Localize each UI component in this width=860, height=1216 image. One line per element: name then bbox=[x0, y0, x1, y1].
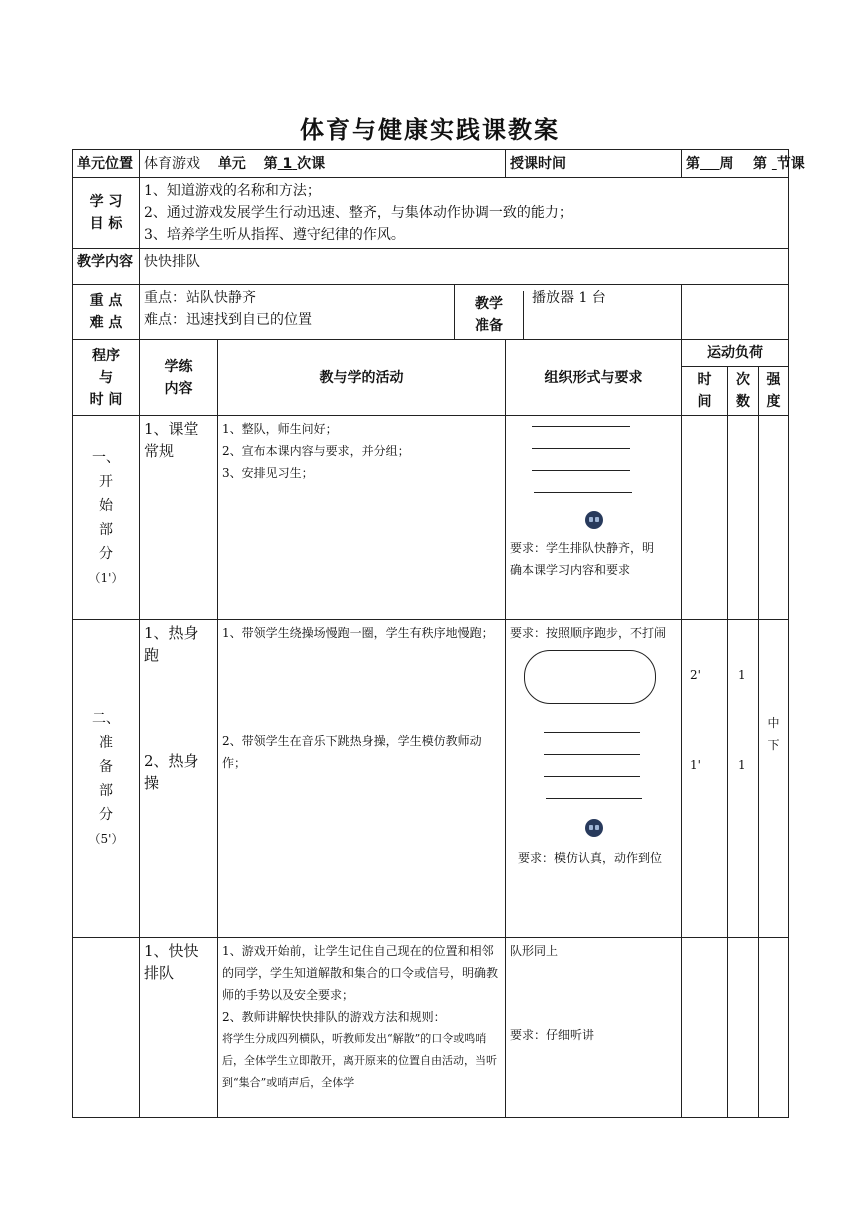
teacher-icon bbox=[510, 819, 677, 837]
key-points-row bbox=[73, 285, 789, 340]
warmup-organization bbox=[506, 620, 682, 938]
warmup-stage: 二、 准 备 部 分 （5'） bbox=[73, 620, 140, 938]
teach-time-value: 第 周 第 节课 bbox=[682, 150, 789, 178]
activity-item: 1、整队，师生问好； bbox=[222, 422, 338, 436]
unit-row bbox=[73, 150, 789, 178]
unit-word: 单元 bbox=[217, 155, 246, 172]
warmup-count-2: 1 bbox=[738, 758, 746, 772]
formation-lines bbox=[510, 418, 677, 493]
warmup-activity-2: 2、带领学生在音乐下跳热身操，学生模仿教师动作； bbox=[222, 734, 482, 770]
goal-item: 2、通过游戏发展学生行动迅速、整齐，与集体动作协调一致的能力； bbox=[144, 205, 573, 221]
prep-value: 播放器 1 台 bbox=[532, 290, 606, 306]
warmup-time bbox=[682, 620, 728, 938]
main-activity-2: 2、教师讲解快快排队的游戏方法和规则： bbox=[222, 1010, 446, 1024]
page-title: 体育与健康实践课教案 bbox=[300, 116, 560, 144]
section-warmup bbox=[73, 620, 789, 938]
warmup-practice bbox=[140, 620, 218, 938]
prep-label: 教学 准备 bbox=[455, 291, 524, 339]
warmup-time-1: 2' bbox=[690, 668, 701, 682]
goals-label: 学 习 目 标 bbox=[73, 178, 140, 249]
teach-time-label: 授课时间 bbox=[506, 150, 682, 178]
key-points-label: 重 点 难 点 bbox=[73, 285, 140, 340]
opening-requirement: 要求：学生排队快静齐，明确本课学习内容和要求 bbox=[510, 541, 655, 577]
col-time: 时 间 bbox=[682, 367, 728, 416]
warmup-activity-1: 1、带领学生绕操场慢跑一圈，学生有秩序地慢跑； bbox=[222, 626, 494, 640]
col-practice: 学练 内容 bbox=[140, 340, 218, 416]
opening-stage: 一、 开 始 部 分 （1'） bbox=[73, 416, 140, 620]
warmup-requirement-2: 要求：模仿认真，动作到位 bbox=[518, 851, 663, 865]
content-row bbox=[73, 249, 789, 285]
unit-position-value bbox=[140, 150, 506, 178]
key-point: 重点：站队快静齐 bbox=[144, 290, 256, 306]
content-label: 教学内容 bbox=[73, 249, 140, 285]
warmup-count-1: 1 bbox=[738, 668, 746, 682]
main-activity-2-detail: 将学生分成四列横队，听教师发出“解散”的口令或鸣哨后，全体学生立即散开，离开原来的位置自由活动，当听到“集合”或哨声后，全体学 bbox=[222, 1032, 497, 1089]
warmup-intensity: 中下 bbox=[759, 620, 789, 938]
col-count: 次 数 bbox=[728, 367, 759, 416]
section-main bbox=[73, 938, 789, 1118]
teacher-icon bbox=[510, 511, 677, 529]
difficult-point: 难点：迅速找到自已的位置 bbox=[144, 312, 312, 328]
goal-item: 1、知道游戏的名称和方法； bbox=[144, 183, 321, 199]
warmup-count bbox=[728, 620, 759, 938]
section-opening bbox=[73, 416, 789, 620]
opening-organization bbox=[506, 416, 682, 620]
col-intensity: 强 度 bbox=[759, 367, 789, 416]
main-requirement: 要求：仔细听讲 bbox=[510, 1028, 595, 1042]
main-formation: 队形同上 bbox=[510, 944, 559, 958]
col-load: 运动负荷 bbox=[682, 340, 789, 367]
goals-list bbox=[140, 178, 789, 249]
col-organization: 组织形式与要求 bbox=[506, 340, 682, 416]
col-activity: 教与学的活动 bbox=[218, 340, 506, 416]
main-activities bbox=[218, 938, 506, 1118]
unit-position-label: 单元位置 bbox=[73, 150, 140, 178]
main-activity-1: 1、游戏开始前，让学生记住自己现在的位置和相邻的同学，学生知道解散和集合的口令或信号，明确教师的手势以及安全要求； bbox=[222, 944, 499, 1002]
key-points-value bbox=[140, 285, 682, 340]
content-value: 快快排队 bbox=[140, 249, 789, 285]
formation-lines bbox=[510, 704, 677, 799]
lesson-plan-table bbox=[72, 149, 805, 1118]
opening-practice: 1、课堂常规 bbox=[140, 416, 218, 620]
activity-item: 2、宣布本课内容与要求，并分组； bbox=[222, 444, 410, 458]
column-header-row bbox=[73, 340, 789, 367]
main-organization bbox=[506, 938, 682, 1118]
goals-row bbox=[73, 178, 789, 249]
main-practice: 1、快快排队 bbox=[140, 938, 218, 1118]
lesson-suffix: 次课 bbox=[297, 155, 326, 172]
col-procedure: 程序 与 时 间 bbox=[73, 340, 140, 416]
warmup-time-2: 1' bbox=[690, 758, 701, 772]
goal-item: 3、培养学生听从指挥、遵守纪律的作风。 bbox=[144, 227, 405, 243]
unit-name: 体育游戏 bbox=[144, 155, 200, 172]
warmup-requirement-1: 要求：按照顺序跑步，不打闹 bbox=[510, 626, 667, 640]
warmup-practice-1: 1、热身跑 bbox=[144, 624, 199, 664]
opening-activities bbox=[218, 416, 506, 620]
activity-item: 3、安排见习生； bbox=[222, 466, 314, 480]
lesson-prefix: 第 bbox=[263, 155, 278, 172]
running-track bbox=[510, 650, 677, 704]
warmup-activities bbox=[218, 620, 506, 938]
warmup-practice-2: 2、热身操 bbox=[144, 752, 199, 792]
lesson-number: 1 bbox=[282, 155, 293, 172]
